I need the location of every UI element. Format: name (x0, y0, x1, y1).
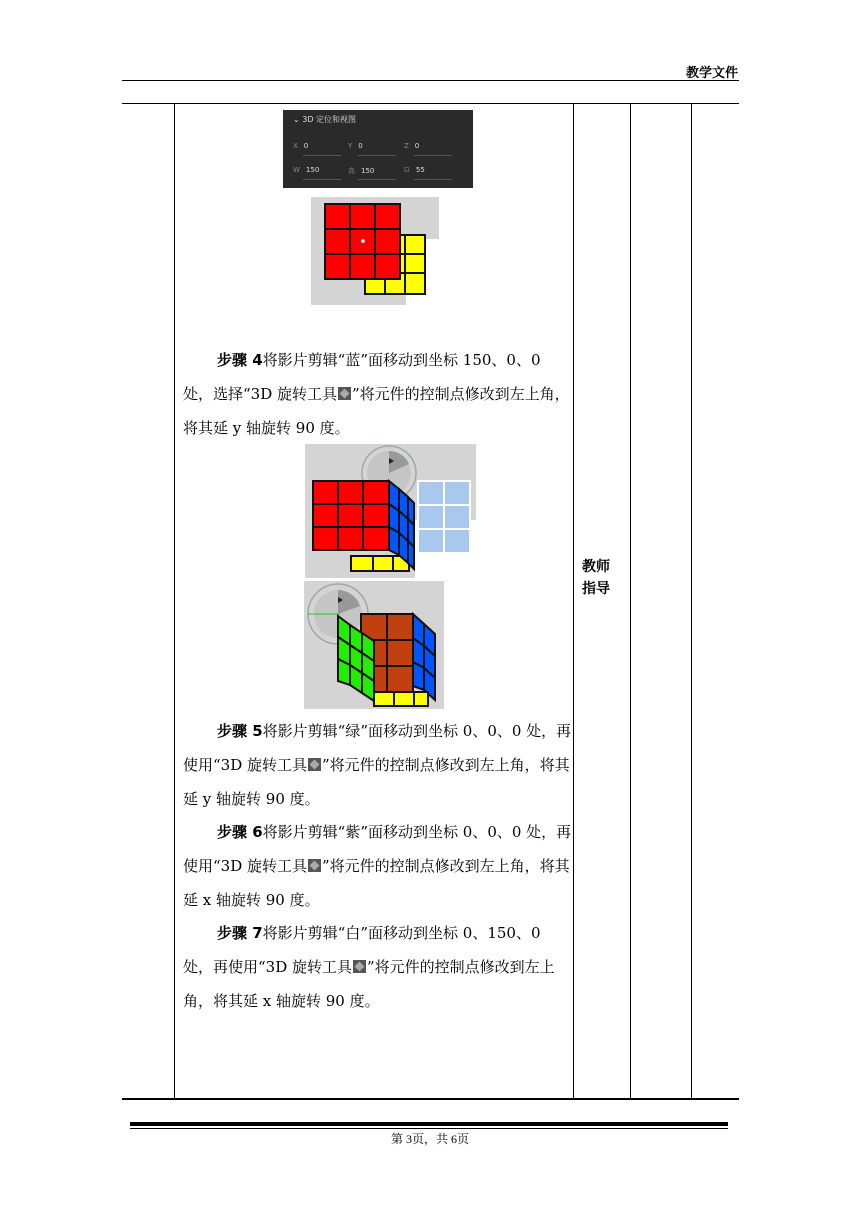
3d-rotate-tool-icon (308, 859, 321, 872)
footer-rule-thin (130, 1128, 728, 1129)
cube-image-red-yellow (311, 197, 439, 305)
panel-title: ⌄ 3D 定位和视图 (293, 115, 357, 124)
step-6-text: 步骤 6将影片剪辑“紫”面移动到坐标 0、0、0 处，再使用“3D 旋转工具 ”将元件的控制点修改到左上角，将其延 x 轴旋转 90 度。 (183, 823, 572, 909)
table-divider-4 (691, 103, 692, 1098)
cube-image-blue-rotate (305, 444, 476, 578)
field-z: Z 0 (404, 142, 420, 150)
step-7-text: 步骤 7将影片剪辑“白”面移动到坐标 0、150、0 处，再使用“3D 旋转工具 ”将元件的控制点修改到左上角，将其延 x 轴旋转 90 度。 (183, 924, 555, 1010)
footer-rule-thick (130, 1122, 728, 1126)
field-x: X 0 (293, 142, 309, 150)
table-bottom-border (122, 1098, 739, 1100)
table-divider-3 (630, 103, 631, 1098)
field-y: Y 0 (348, 142, 363, 150)
header-rule (122, 80, 739, 81)
step-5-text: 步骤 5将影片剪辑“绿”面移动到坐标 0、0、0 处，再使用“3D 旋转工具 ”将元件的控制点修改到左上角，将其延 y 轴旋转 90 度。 (183, 722, 572, 808)
3d-rotate-tool-icon (308, 758, 321, 771)
field-perspective: ⊡ 55 (404, 166, 425, 174)
field-w: W 150 (293, 166, 320, 174)
table-top-border (122, 103, 739, 104)
header-title: 教学文件 (685, 66, 738, 81)
step-4-text: 步骤 4将影片剪辑“蓝”面移动到坐标 150、0、0 处，选择“3D 旋转工具 ”将元件的控制点修改到左上角，将其延 y 轴旋转 90 度。 (183, 351, 570, 437)
3d-rotate-tool-icon (353, 960, 366, 973)
page-number: 第 3页，共 6页 (390, 1132, 469, 1146)
cube-image-green-rotate (304, 581, 444, 709)
teacher-guide-label: 教师 指导 (582, 559, 610, 597)
3d-rotate-tool-icon (338, 387, 351, 400)
table-divider-2 (573, 103, 574, 1098)
3d-position-panel (283, 110, 473, 188)
table-divider-1 (174, 103, 175, 1098)
field-h: 高 150 (348, 167, 375, 175)
